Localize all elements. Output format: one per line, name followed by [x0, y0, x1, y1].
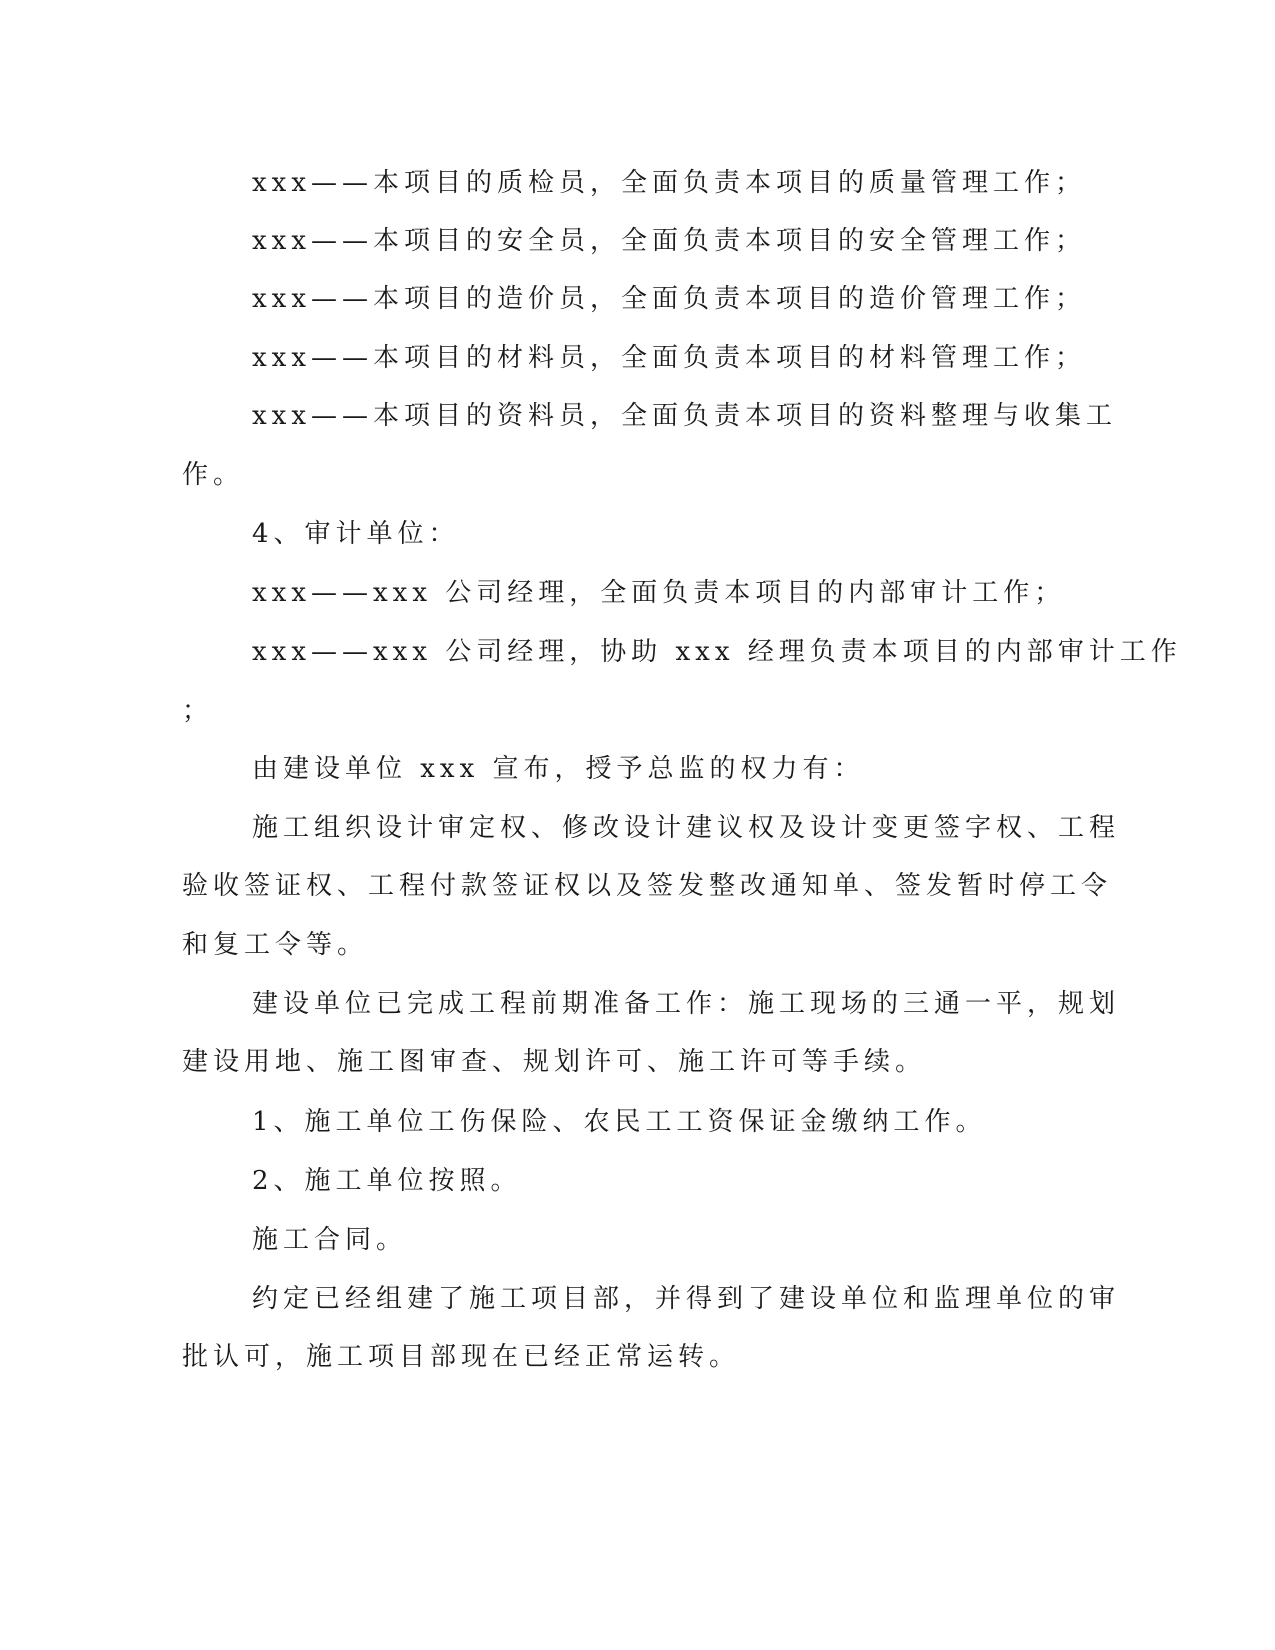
- paragraph-project-dept-line-1: 约定已经组建了施工项目部，并得到了建设单位和监理单位的审: [252, 1284, 1121, 1314]
- paragraph-powers-line-3: 和复工令等。: [182, 930, 369, 960]
- paragraph-project-dept-line-2: 批认可，施工项目部现在已经正常运转。: [182, 1342, 741, 1372]
- text-line-quality-inspector: xxx——本项目的质检员，全面负责本项目的质量管理工作；: [252, 168, 1086, 198]
- paragraph-powers-line-2: 验收签证权、工程付款签证权以及签发整改通知单、签发暂时停工令: [182, 871, 1113, 901]
- text-line-audit-manager: xxx——xxx 公司经理，全面负责本项目的内部审计工作；: [252, 578, 1066, 608]
- text-line-records-officer: xxx——本项目的资料员，全面负责本项目的资料整理与收集工: [252, 401, 1117, 431]
- text-line-records-officer-cont: 作。: [182, 460, 245, 490]
- paragraph-powers-line-1: 施工组织设计审定权、修改设计建议权及设计变更签字权、工程: [252, 813, 1121, 843]
- text-line-cost-estimator: xxx——本项目的造价员，全面负责本项目的造价管理工作；: [252, 284, 1086, 314]
- paragraph-preparation-line-1: 建设单位已完成工程前期准备工作：施工现场的三通一平，规划: [252, 989, 1121, 1019]
- list-item-2: 2、施工单位按照。: [252, 1166, 522, 1196]
- text-line-audit-assistant: xxx——xxx 公司经理，协助 xxx 经理负责本项目的内部审计工作: [252, 637, 1182, 667]
- text-line-announcement: 由建设单位 xxx 宣布，授予总监的权力有：: [252, 754, 865, 784]
- text-line-safety-officer: xxx——本项目的安全员，全面负责本项目的安全管理工作；: [252, 226, 1086, 256]
- list-item-1: 1、施工单位工伤保险、农民工工资保证金缴纳工作。: [252, 1107, 987, 1137]
- text-line-materials-officer: xxx——本项目的材料员，全面负责本项目的材料管理工作；: [252, 343, 1086, 373]
- text-line-audit-assistant-cont: ；: [182, 696, 214, 726]
- text-line-contract: 施工合同。: [252, 1225, 408, 1255]
- section-heading-audit-unit: 4、审计单位：: [252, 519, 460, 549]
- paragraph-preparation-line-2: 建设用地、施工图审查、规划许可、施工许可等手续。: [182, 1047, 927, 1077]
